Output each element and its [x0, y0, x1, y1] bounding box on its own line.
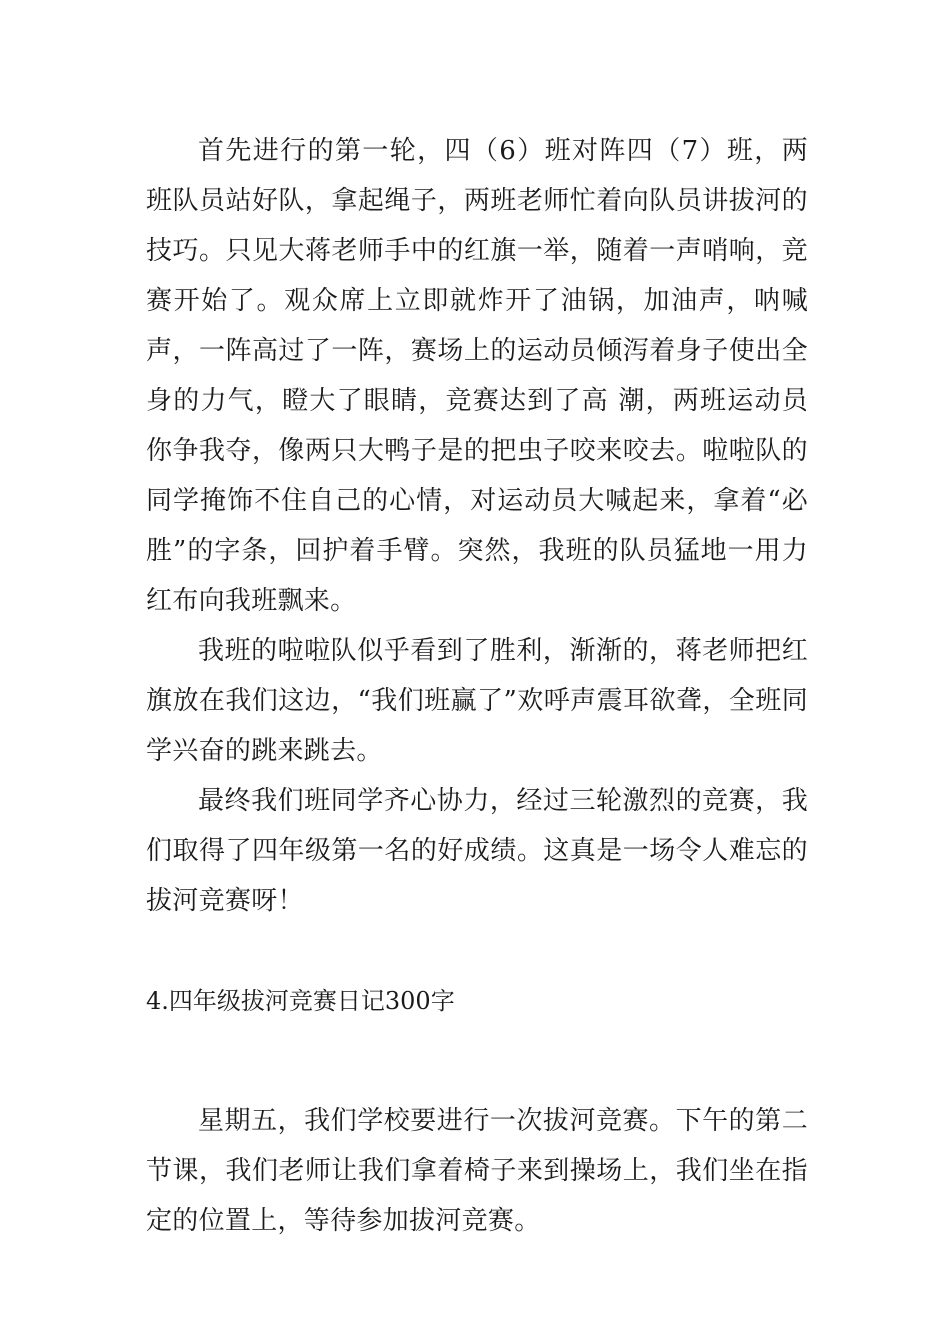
paragraph-friday-contest: 星期五，我们学校要进行一次拔河竞赛。下午的第二节课，我们老师让我们拿着椅子来到操场上，我们坐在指定的位置上，等待参加拔河竞赛。: [146, 1106, 808, 1236]
paragraph-first-place: 最终我们班同学齐心协力，经过三轮激烈的竞赛，我们取得了四年级第一名的好成绩。这真是一场令人难忘的拔河竞赛呀！: [146, 786, 808, 916]
paragraph-victory-cheer: 我班的啦啦队似乎看到了胜利，渐渐的，蒋老师把红旗放在我们这边，“我们班赢了”欢呼声震耳欲聋，全班同学兴奋的跳来跳去。: [146, 636, 808, 766]
document-body: [146, 126, 808, 1246]
section-heading: 4.四年级拔河竞赛日记300字: [146, 987, 455, 1015]
spacer: [146, 926, 808, 976]
paragraph-tug-of-war-first-round: 首先进行的第一轮，四（6）班对阵四（7）班，两班队员站好队，拿起绳子，两班老师忙着向队员讲拔河的技巧。只见大蒋老师手中的红旗一举，随着一声哨响，竞赛开始了。观众席上立即就炸开了油锅，加油声，呐喊声，一阵高过了一阵，赛场上的运动员倾泻着身子使出全身的力气，瞪大了眼睛，竞赛达到了高 潮，两班运动员你争我夺，像两只大鸭子是的把虫子咬来咬去。啦啦队的同学掩饰不住自己的心情，对运动员大喊起来，拿着“必胜”的字条，回护着手臂。突然，我班的队员猛地一用力红布向我班飘来。: [146, 136, 808, 616]
spacer: [146, 1026, 808, 1096]
